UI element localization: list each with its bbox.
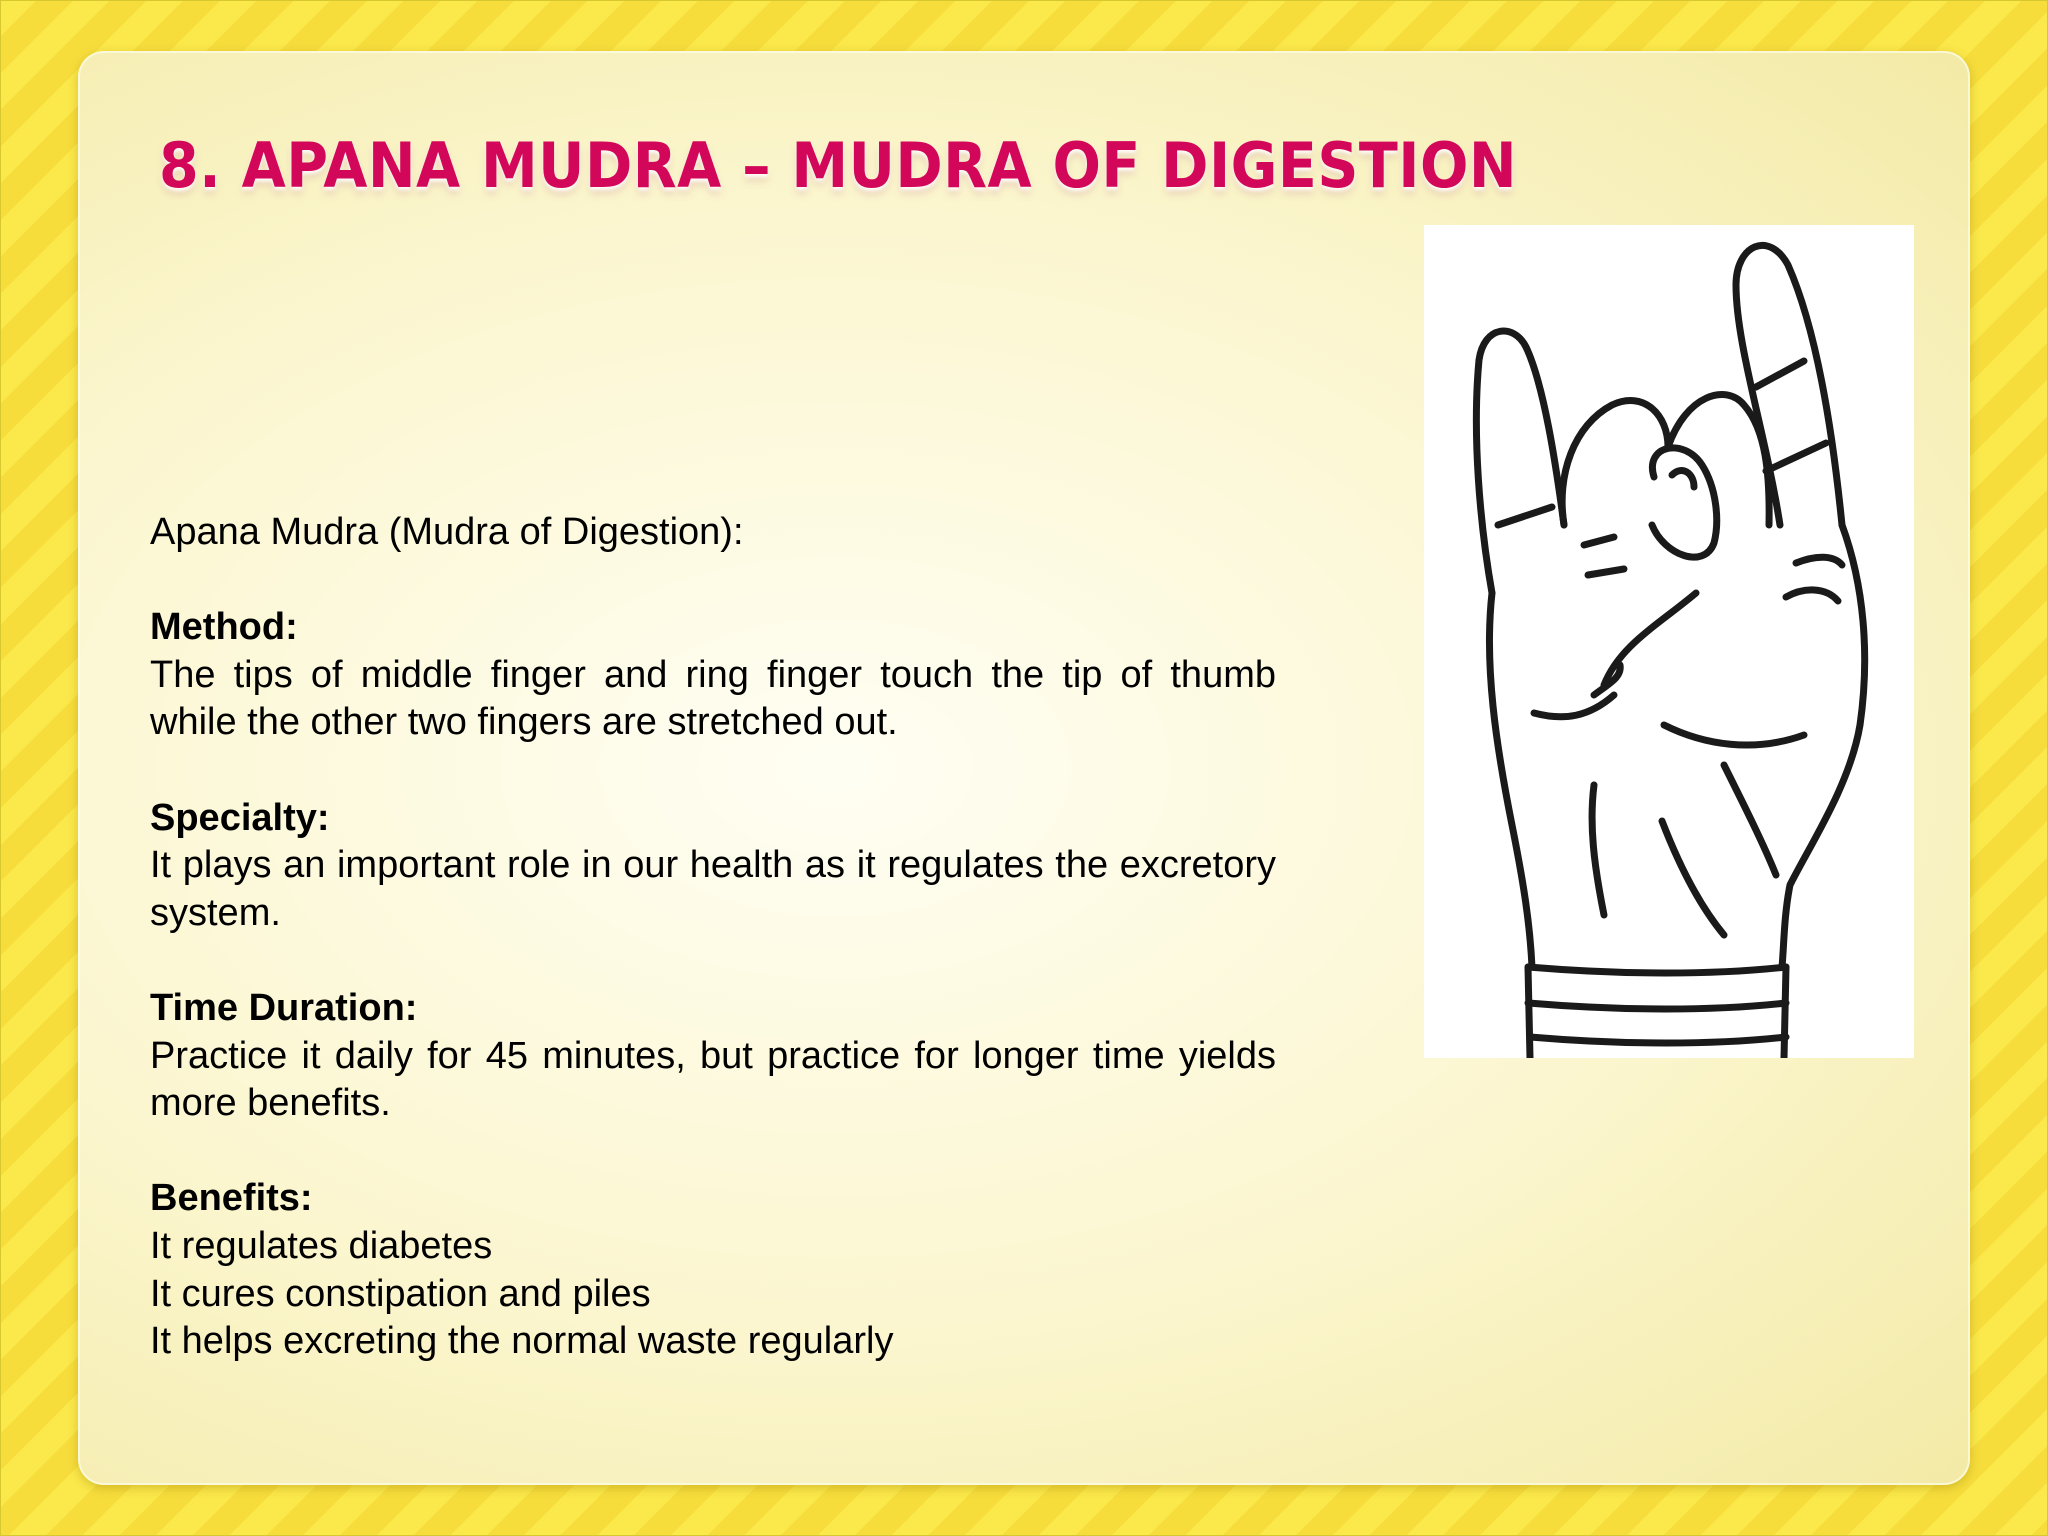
spacer: [150, 747, 1276, 795]
spacer: [150, 1128, 1276, 1176]
slide-body: [150, 509, 1276, 1366]
benefits-heading: Benefits:: [150, 1177, 313, 1220]
duration-heading: Time Duration:: [150, 986, 418, 1029]
spacer: [150, 557, 1276, 605]
benefit-item: It helps excreting the normal waste regularly: [150, 1320, 894, 1363]
duration-text: Practice it daily for 45 minutes, but practice for longer time yields more benefits.: [150, 1034, 1276, 1125]
spacer: [150, 937, 1276, 985]
method-heading: Method:: [150, 606, 298, 649]
apana-mudra-hand-illustration: [1424, 225, 1914, 1058]
method-text: The tips of middle finger and ring finger touch the tip of thumb while the other two fingers are stretched out.: [150, 653, 1276, 744]
specialty-heading: Specialty:: [150, 796, 330, 839]
intro-line: Apana Mudra (Mudra of Digestion):: [150, 511, 744, 553]
specialty-text: It plays an important role in our health as it regulates the excretory system.: [150, 844, 1276, 934]
benefit-item: It cures constipation and piles: [150, 1272, 651, 1315]
benefit-item: It regulates diabetes: [150, 1224, 493, 1267]
slide-title: 8. APANA MUDRA – MUDRA OF DIGESTION: [159, 129, 1518, 202]
hand-drawing-icon: [1424, 225, 1914, 1058]
